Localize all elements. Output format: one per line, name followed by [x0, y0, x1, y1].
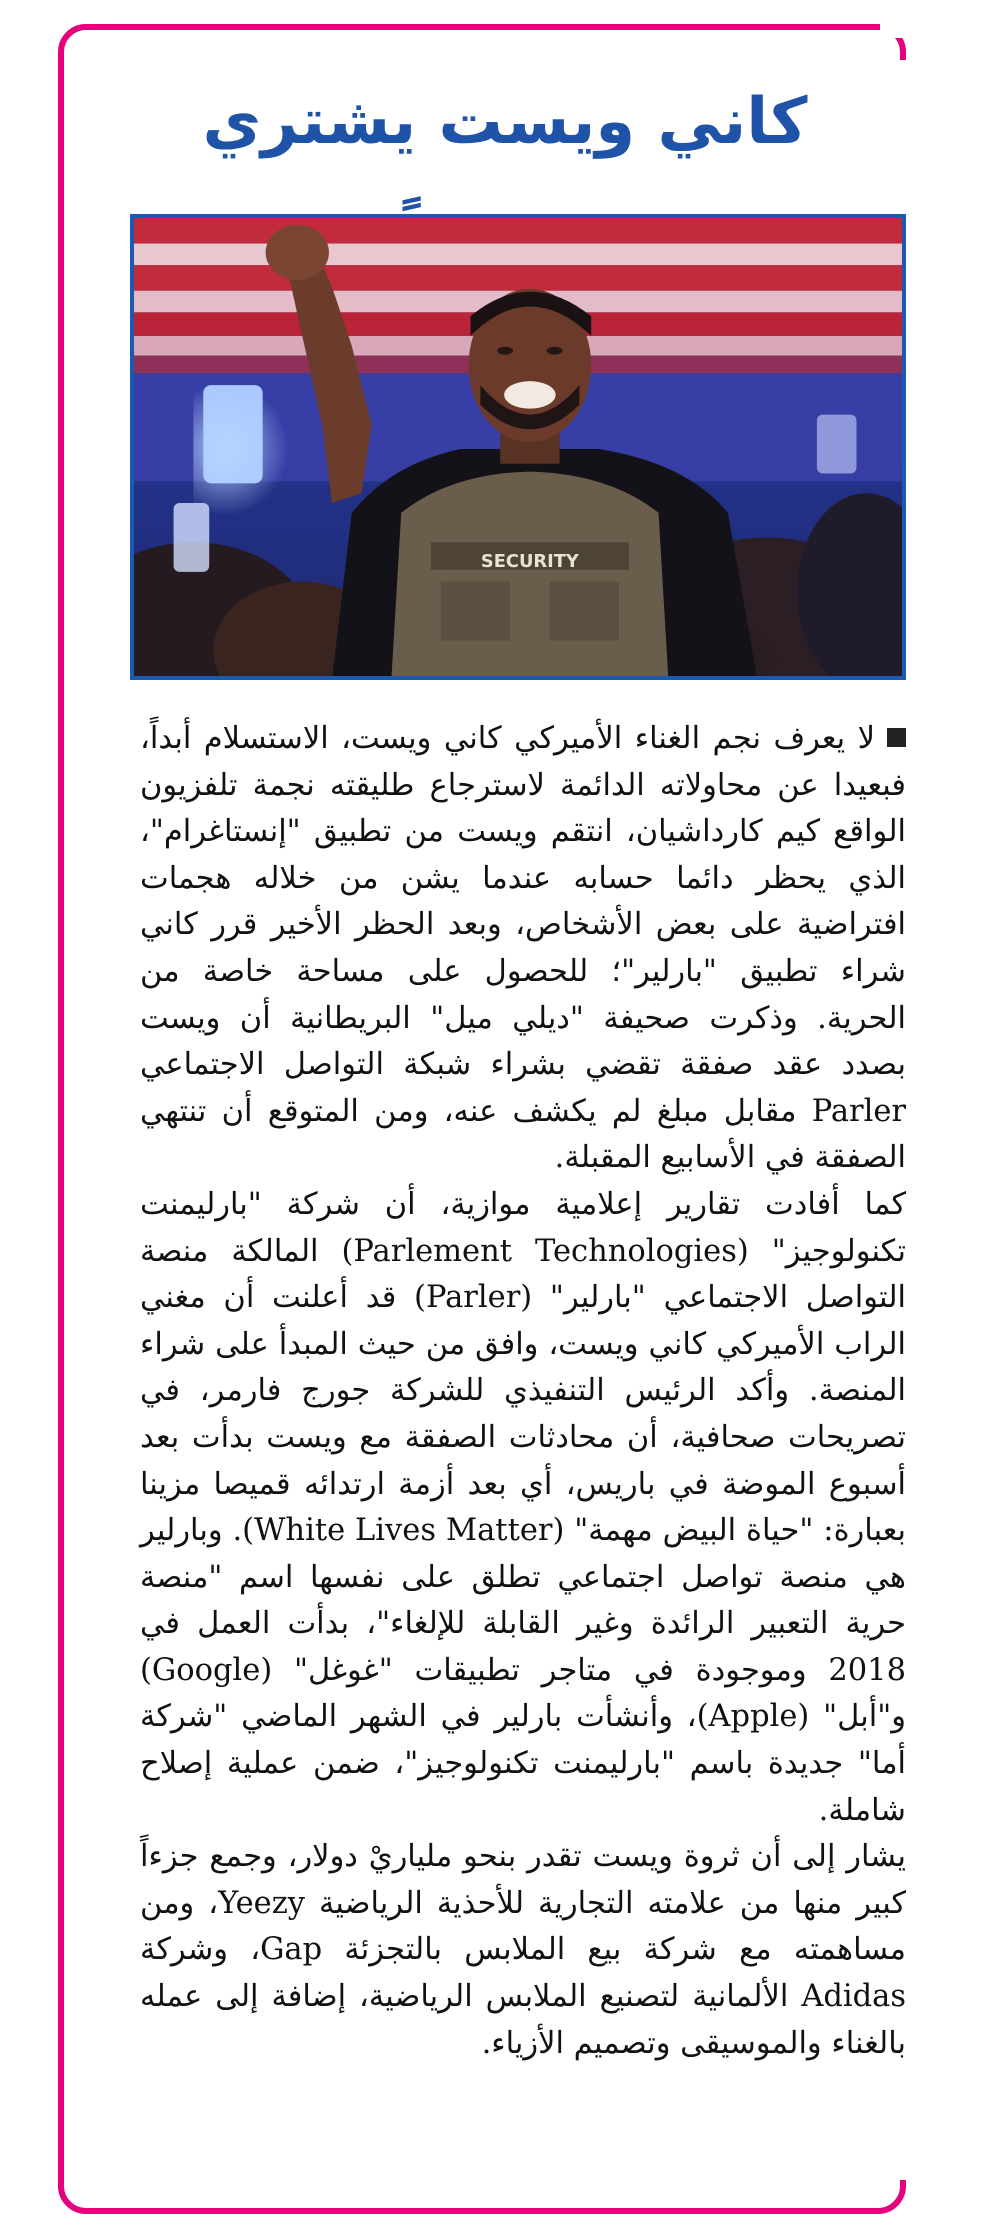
article-headline: كاني ويست يشتري	[202, 85, 808, 159]
article-paragraph	[140, 716, 906, 1182]
article-paragraph: كما أفادت تقارير إعلامية موازية، أن شركة "بارليمنت تكنولوجيز" (Parlement Technologies) المالكة منصة التواصل الاجتماعي "بارلير" (Parler) قد أعلنت أن مغني الراب الأميركي كاني ويست، وافق من حيث المبدأ على شراء المنصة. وأكد الرئيس التنفيذي للشركة جورج فارمر، في تصريحات صحافية، أن محادثات الصفقة مع ويست بدأت بعد أسبوع الموضة في باريس، أي بعد أزمة ارتدائه قميصا مزينا بعبارة: "حياة البيض مهمة" (White Lives Matter). وبارلير هي منصة تواصل اجتماعي تطلق على نفسها اسم "منصة حرية التعبير الرائدة وغير القابلة للإلغاء"، بدأت العمل في 2018 وموجودة في متاجر تطبيقات "غوغل" (Google) و"أبل" (Apple)، وأنشأت بارلير في الشهر الماضي "شركة أما" جديدة باسم "بارليمنت تكنولوجيز"، ضمن عملية إصلاح شاملة.	[140, 1186, 906, 1828]
square-bullet-icon	[887, 728, 906, 747]
article-paragraph: يشار إلى أن ثروة ويست تقدر بنحو ملياريْ دولار، وجمع جزءاً كبير منها من علامته التجارية للأحذية الرياضية Yeezy، ومن مساهمته مع شركة بيع الملابس بالتجزئة Gap، وشركة Adidas الألمانية لتصنيع الملابس الرياضية، إضافة إلى عمله بالغناء والموسيقى وتصميم الأزياء.	[140, 1839, 906, 2061]
frame-gap-top	[880, 18, 990, 38]
vest-text: SECURITY	[480, 551, 579, 572]
article-photo-illustration	[134, 218, 902, 676]
article-body	[140, 716, 906, 2067]
paragraph-text: لا يعرف نجم الغناء الأميركي كاني ويست، الاستسلام أبداً، فبعيدا عن محاولاته الدائمة لاسترجاع طليقته نجمة تلفزيون الواقع كيم كارداشيان، انتقم ويست من تطبيق "إنستاغرام"، الذي يحظر دائما حسابه عندما يشن من خلاله هجمات افتراضية على بعض الأشخاص، وبعد الحظر الأخير قرر كاني شراء تطبيق "بارلير"؛ للحصول على مساحة خاصة من الحرية. وذكرت صحيفة "ديلي ميل" البريطانية أن ويست بصدد عقد صفقة تقضي بشراء شبكة التواصل الاجتماعي Parler مقابل مبلغ لم يكشف عنه، ومن المتوقع أن تنتهي الصفقة في الأسابيع المقبلة.	[140, 721, 906, 1176]
article-photo	[130, 214, 906, 680]
